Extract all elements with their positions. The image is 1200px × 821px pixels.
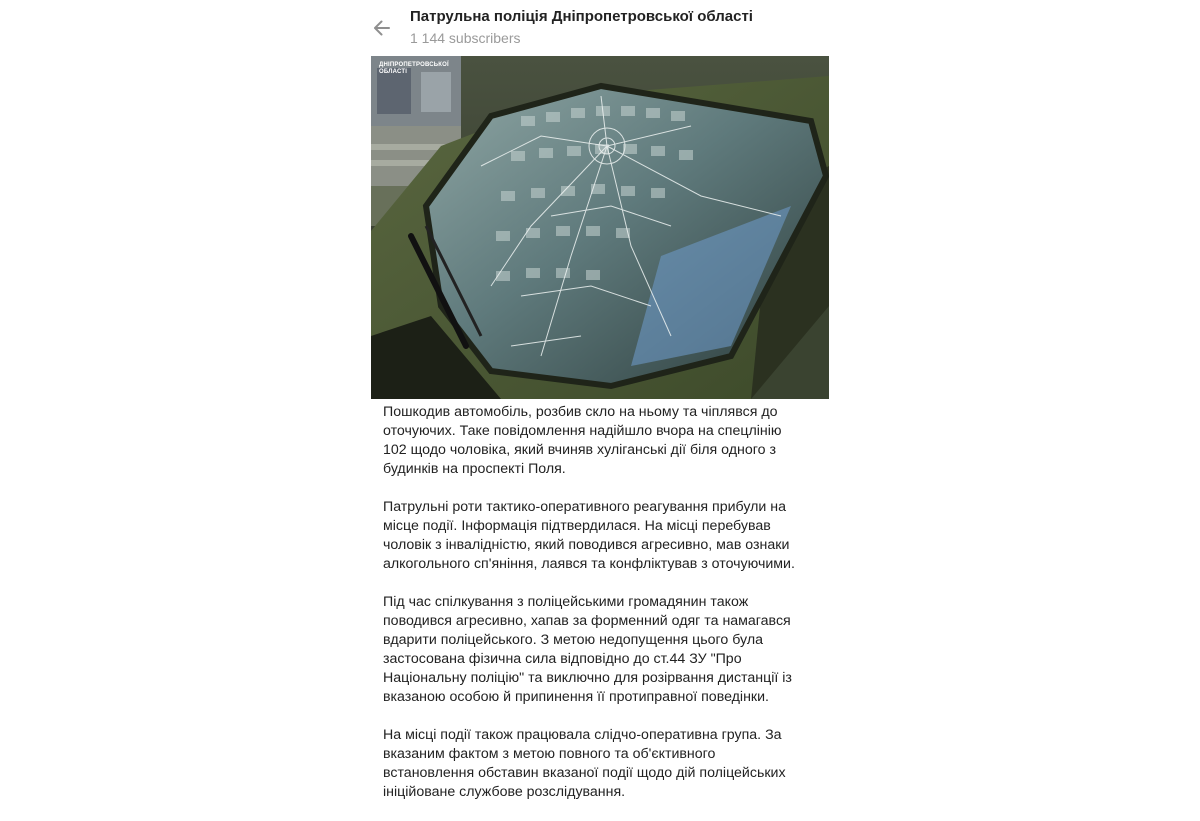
- post-paragraph: На місці події також працювала слідчо-оперативна група. За вказаним фактом з метою повного та об'єктивного встановлення обставин вказаної події щодо дій поліцейських ініційоване службове розслідування.: [383, 727, 786, 800]
- back-button[interactable]: [368, 14, 396, 42]
- channel-header: [358, 0, 842, 56]
- channel-post: [371, 56, 829, 800]
- arrow-left-icon: [372, 18, 392, 38]
- post-paragraph: Пошкодив автомобіль, розбив скло на ньому та чіплявся до оточуючих. Таке повідомлення надійшло вчора на спецлінію 102 щодо чоловіка, який вчиняв хуліганські дії біля одного з будинків на проспекті Поля.: [383, 404, 782, 477]
- post-paragraph: Під час спілкування з поліцейськими громадянин також поводився агресивно, хапав за форменний одяг та намагався вдарити поліцейського. З метою недопущення цього була застосована фізична сила відповідно до ст.44 ЗУ "Про Національну поліцію" та виключно для розірвання дистанції із вказаною особою й припинення її протиправної поведінки.: [383, 594, 792, 705]
- post-photo[interactable]: [371, 56, 829, 399]
- broken-windshield-photo: [371, 56, 829, 399]
- photo-watermark: ДНІПРОПЕТРОВСЬКОЇ ОБЛАСТІ: [379, 62, 449, 75]
- channel-title[interactable]: Патрульна поліція Дніпропетровської області: [410, 8, 753, 25]
- post-text: [383, 403, 819, 821]
- subscriber-count: 1 144 subscribers: [410, 30, 521, 46]
- post-paragraph: Патрульні роти тактико-оперативного реагування прибули на місце події. Інформація підтвердилася. На місці перебував чоловік з інвалідністю, який поводився агресивно, мав ознаки алкогольного сп'яніння, лаявся та конфліктував з оточуючими.: [383, 499, 795, 572]
